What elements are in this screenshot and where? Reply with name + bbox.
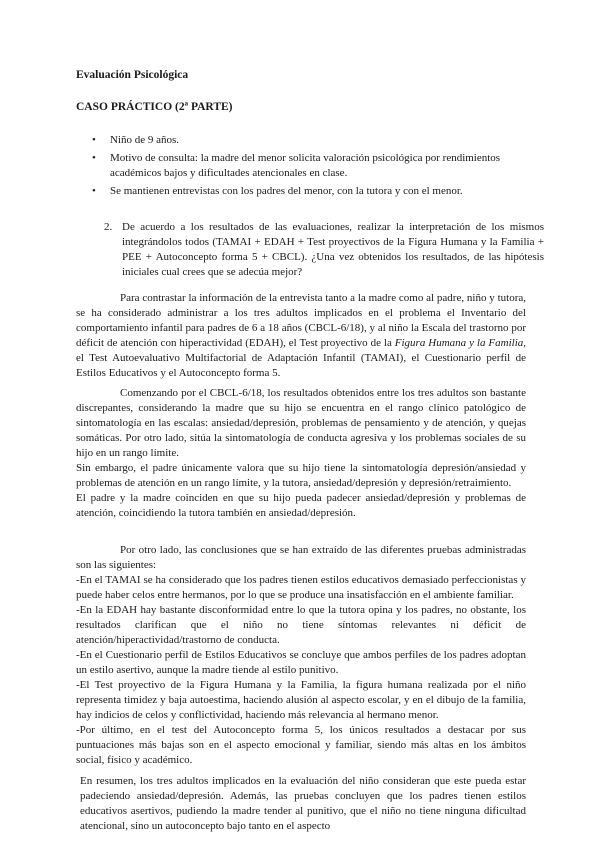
summary-paragraph: En resumen, los tres adultos implicados en la evaluación del niño consideran que este pueda estar padeciendo ansiedad/depresión. Además, las pruebas concluyen que los padres tienen estilos educativos asertivos, pudiendo la madre tender al punitivo, que el niño no tiene ninguna dificultad atencional, sino un autoconcepto bajo tanto en el aspecto (80, 775, 526, 832)
intro-paragraph (76, 291, 526, 381)
question-item (104, 220, 544, 280)
conclusions-paragraph: Por otro lado, las conclusiones que se han extraído de las diferentes pruebas administradas son las siguientes: (76, 544, 526, 571)
intro-italic-title: Figura Humana y la Familia (394, 337, 524, 349)
summary-section (80, 774, 526, 834)
cbcl-paragraph: Sin embargo, el padre únicamente valora que su hijo tiene la sintomatología depresión/ansiedad y problemas de atención en un rango límite, y la tutora, ansiedad/depresión y depresión/retraimiento. (76, 462, 526, 489)
case-title: CASO PRÁCTICO (2ª PARTE) (76, 101, 233, 113)
conclusions-paragraph: -El Test proyectivo de la Figura Humana y la Familia, la figura humana realizada por el niño representa timidez y baja autoestima, haciendo alusión al aspecto escolar, y en el dibujo de la familia, hay indicios de celos y conflictividad, haciendo más relevancia al hermano menor. (76, 679, 526, 721)
cbcl-section (76, 386, 526, 521)
bullet-item: • Se mantienen entrevistas con los padres del menor, con la tutora y con el menor. (90, 184, 530, 199)
intro-text-1: Para contrastar la información de la entrevista tanto a la madre como al padre, niño y tutora, se ha considerado administrar a los tres adultos implicados en el problema el Inventario del comportamiento infantil para padres de 6 a 18 años (CBCL-6/18), y al niño la Escala del trastorno por déficit de atención con hiperactividad (EDAH), el Test proyectivo de la (76, 292, 526, 349)
conclusions-paragraph: -En el Cuestionario perfil de Estilos Educativos se concluye que ambos perfiles de los padres adoptan un estilo asertivo, aunque la madre tiende al estilo punitivo. (76, 649, 526, 676)
conclusions-paragraph: -En la EDAH hay bastante disconformidad entre lo que la tutora opina y los padres, no obstante, los resultados clarifican que el niño no tiene síntomas relevantes ni déficit de atención/hiperactividad/trastorno de conducta. (76, 604, 526, 646)
conclusions-paragraph: -Por último, en el test del Autoconcepto forma 5, los únicos resultados a destacar por sus puntuaciones más bajas son en el aspecto emocional y familiar, siendo más altas en los ámbitos social, físico y académico. (76, 724, 526, 766)
conclusions-paragraph: -En el TAMAI se ha considerado que los padres tienen estilos educativos demasiado perfeccionistas y puede haber celos entre hermanos, por lo que se produce una insatisfacción en el ambiente familiar. (76, 574, 526, 601)
document-title: Evaluación Psicológica (76, 69, 189, 81)
cbcl-paragraph: El padre y la madre coinciden en que su hijo pueda padecer ansiedad/depresión y problemas de atención, coincidiendo la tutora también en ansiedad/depresión. (76, 492, 526, 519)
bullet-item: • Niño de 9 años. (90, 133, 530, 148)
conclusions-section (76, 543, 526, 768)
cbcl-paragraph: Comenzando por el CBCL-6/18, los resultados obtenidos entre los tres adultos son bastante discrepantes, considerando la madre que su hijo se encuentra en el rango clínico patológico de sintomatología en las escalas: ansiedad/depresión, problemas de pensamiento y de atención, y quejas somáticas. Por otro lado, sitúa la sintomatología de conducta agresiva y los problemas sociales de su hijo en un rango límite. (76, 387, 526, 459)
question-text: De acuerdo a los resultados de las evaluaciones, realizar la interpretación de los mismos integrándolos todos (TAMAI + EDAH + Test proyectivos de la Figura Humana y la Familia + PEE + Autoconcepto forma 5 + CBCL). ¿Una vez obtenidos los resultados, de las hipótesis iniciales cual crees que se adecúa mejor? (122, 221, 544, 278)
case-bullet-list (90, 133, 530, 202)
bullet-item: • Motivo de consulta: la madre del menor solicita valoración psicológica por rendimientos académicos bajos y dificultades atencionales en clase. (90, 151, 530, 181)
question-number: 2. (104, 221, 113, 233)
intro-text-2: , el Test Autoevaluativo Multifactorial de Adaptación Infantil (TAMAI), el Cuestionario perfil de Estilos Educativos y el Autoconcepto forma 5. (76, 337, 527, 379)
